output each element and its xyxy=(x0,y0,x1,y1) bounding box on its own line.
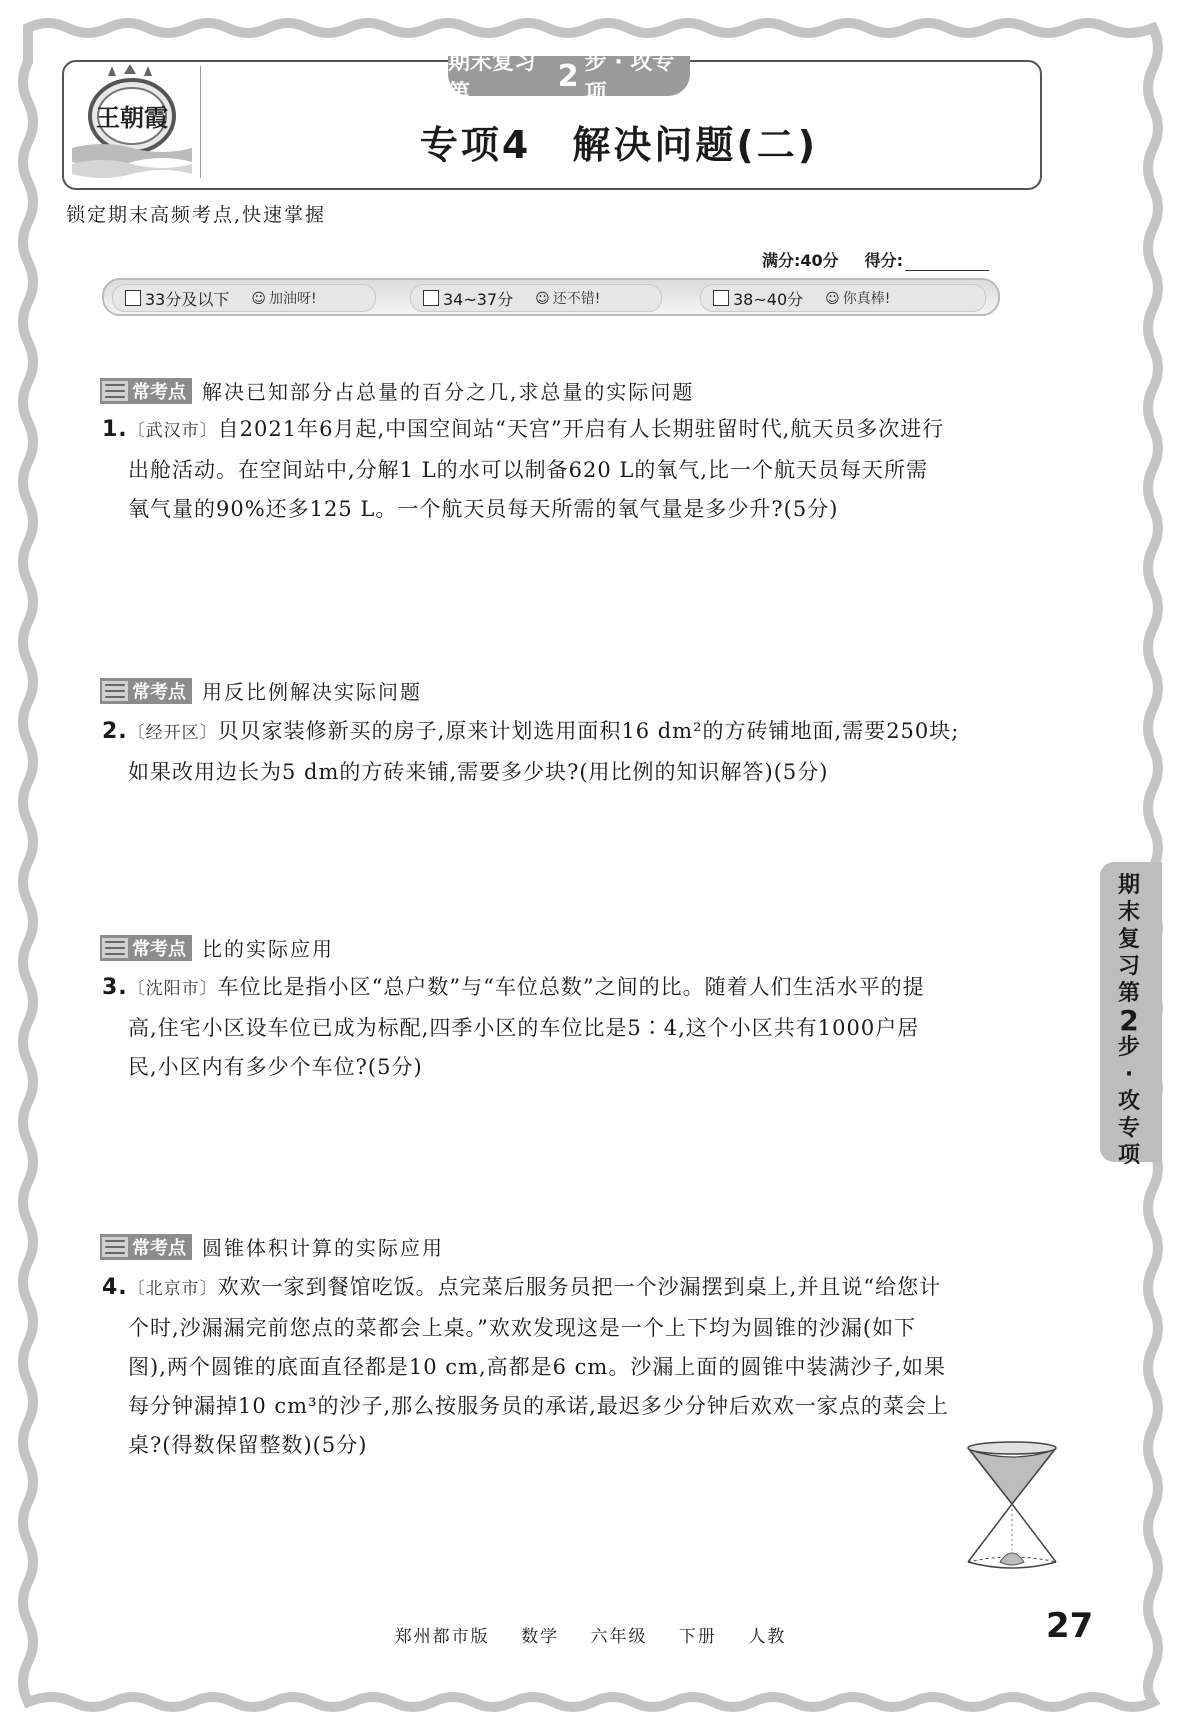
logo-text: 王朝霞 xyxy=(96,103,168,132)
tag-label: 常考点 xyxy=(132,381,186,403)
question-line: 贝贝家装修新买的房子,原来计划选用面积16 dm²的方砖铺地面,需要250块; xyxy=(217,719,960,743)
wave-icon xyxy=(102,681,128,701)
smiley-icon: ☺ xyxy=(251,291,266,307)
step-number: 2 xyxy=(557,58,579,94)
score-field[interactable] xyxy=(865,248,989,271)
question-line: 欢欢一家到餐馆吃饭。点完菜后服务员把一个沙漏摆到桌上,并且说“给您计 xyxy=(217,1275,942,1299)
smiley-icon: ☺ xyxy=(825,291,840,307)
question-line: 民,小区内有多少个车位?(5分) xyxy=(128,1055,423,1079)
question-source: 〔北京市〕 xyxy=(127,1279,218,1299)
footer-subject: 数学 xyxy=(521,1627,560,1647)
question-line: 自2021年6月起,中国空间站“天宫”开启有人长期驻留时代,航天员多次进行 xyxy=(217,417,945,441)
footer-publisher: 人教 xyxy=(748,1627,787,1647)
question-line: 车位比是指小区“总户数”与“车位总数”之间的比。随着人们生活水平的提 xyxy=(217,975,925,999)
section-tag xyxy=(100,933,334,962)
grade-range: 38~40分 xyxy=(733,289,804,309)
question-line: 图),两个圆锥的底面直径都是10 cm,高都是6 cm。沙漏上面的圆锥中装满沙子,如果 xyxy=(128,1355,946,1379)
page-title: 专项4 解决问题(二) xyxy=(419,123,819,167)
section-topic: 用反比例解决实际问题 xyxy=(202,680,422,704)
question-4 xyxy=(66,1268,1038,1465)
hourglass-figure xyxy=(960,1440,1064,1570)
section-tag xyxy=(100,376,694,405)
wave-icon xyxy=(102,1237,128,1257)
tag-label: 常考点 xyxy=(132,1237,186,1259)
question-number: 4. xyxy=(102,1275,128,1300)
section-topic: 比的实际应用 xyxy=(202,937,334,961)
subtitle: 锁定期末高频考点,快速掌握 xyxy=(66,204,327,226)
footer-grade: 六年级 xyxy=(590,1627,648,1647)
section-tag xyxy=(100,676,422,705)
question-line: 个时,沙漏漏完前您点的菜都会上桌。”欢欢发现这是一个上下均为圆锥的沙漏(如下 xyxy=(128,1316,917,1340)
tag-label: 常考点 xyxy=(132,681,186,703)
grade-cheer: 你真棒! xyxy=(842,291,891,307)
checkbox[interactable] xyxy=(423,290,439,306)
grade-cheer: 加油呀! xyxy=(268,291,317,307)
question-2 xyxy=(66,712,1038,792)
grade-option-high[interactable] xyxy=(700,284,986,312)
page-number: 27 xyxy=(1046,1606,1094,1646)
question-number: 1. xyxy=(102,417,128,442)
grade-range: 34~37分 xyxy=(443,289,514,309)
score-line xyxy=(762,248,989,271)
question-line: 出舱活动。在空间站中,分解1 L的水可以制备620 L的氧气,比一个航天员每天所需 xyxy=(128,458,929,482)
question-line: 每分钟漏掉10 cm³的沙子,那么按服务员的承诺,最迟多少分钟后欢欢一家点的菜会上 xyxy=(128,1394,949,1418)
wave-icon xyxy=(102,938,128,958)
step-suffix: 步 · 攻专项 xyxy=(584,50,675,106)
step-prefix: 期末复习第 xyxy=(448,50,537,106)
section-topic: 圆锥体积计算的实际应用 xyxy=(202,1236,444,1260)
question-line: 氧气量的90%还多125 L。一个航天员每天所需的氧气量是多少升?(5分) xyxy=(128,497,839,521)
section-tag xyxy=(100,1232,444,1261)
question-source: 〔武汉市〕 xyxy=(127,421,218,441)
publisher-logo xyxy=(68,64,196,178)
question-line: 如果改用边长为5 dm的方砖来铺,需要多少块?(用比例的知识解答)(5分) xyxy=(128,760,829,784)
question-line: 高,住宅小区设车位已成为标配,四季小区的车位比是5∶4,这个小区共有1000户居 xyxy=(128,1016,920,1040)
step-pill xyxy=(448,50,690,106)
grade-cheer: 还不错! xyxy=(552,291,601,307)
footer xyxy=(0,1622,1181,1647)
grade-option-mid[interactable] xyxy=(410,284,662,312)
grade-bar xyxy=(102,278,1000,316)
full-score-label: 满分:40分 xyxy=(762,251,839,270)
smiley-icon: ☺ xyxy=(535,291,550,307)
side-tab-text: 期 末 复 习 第 2 步 · 攻 专 项 xyxy=(1117,873,1140,1168)
footer-edition: 郑州都市版 xyxy=(394,1627,490,1647)
question-source: 〔经开区〕 xyxy=(127,723,218,743)
checkbox[interactable] xyxy=(125,290,141,306)
tag-label: 常考点 xyxy=(132,938,186,960)
grade-option-low[interactable] xyxy=(112,284,376,312)
question-line: 桌?(得数保留整数)(5分) xyxy=(128,1433,368,1457)
question-source: 〔沈阳市〕 xyxy=(127,979,218,999)
score-label: 得分: xyxy=(864,251,904,270)
checkbox[interactable] xyxy=(713,290,729,306)
question-3 xyxy=(66,968,1038,1087)
wave-icon xyxy=(102,381,128,401)
question-number: 3. xyxy=(102,975,128,1000)
section-topic: 解决已知部分占总量的百分之几,求总量的实际问题 xyxy=(202,380,695,404)
question-1 xyxy=(66,410,1038,529)
score-blank[interactable] xyxy=(905,254,989,271)
footer-volume: 下册 xyxy=(678,1627,717,1647)
question-number: 2. xyxy=(102,719,128,744)
grade-range: 33分及以下 xyxy=(145,289,230,309)
